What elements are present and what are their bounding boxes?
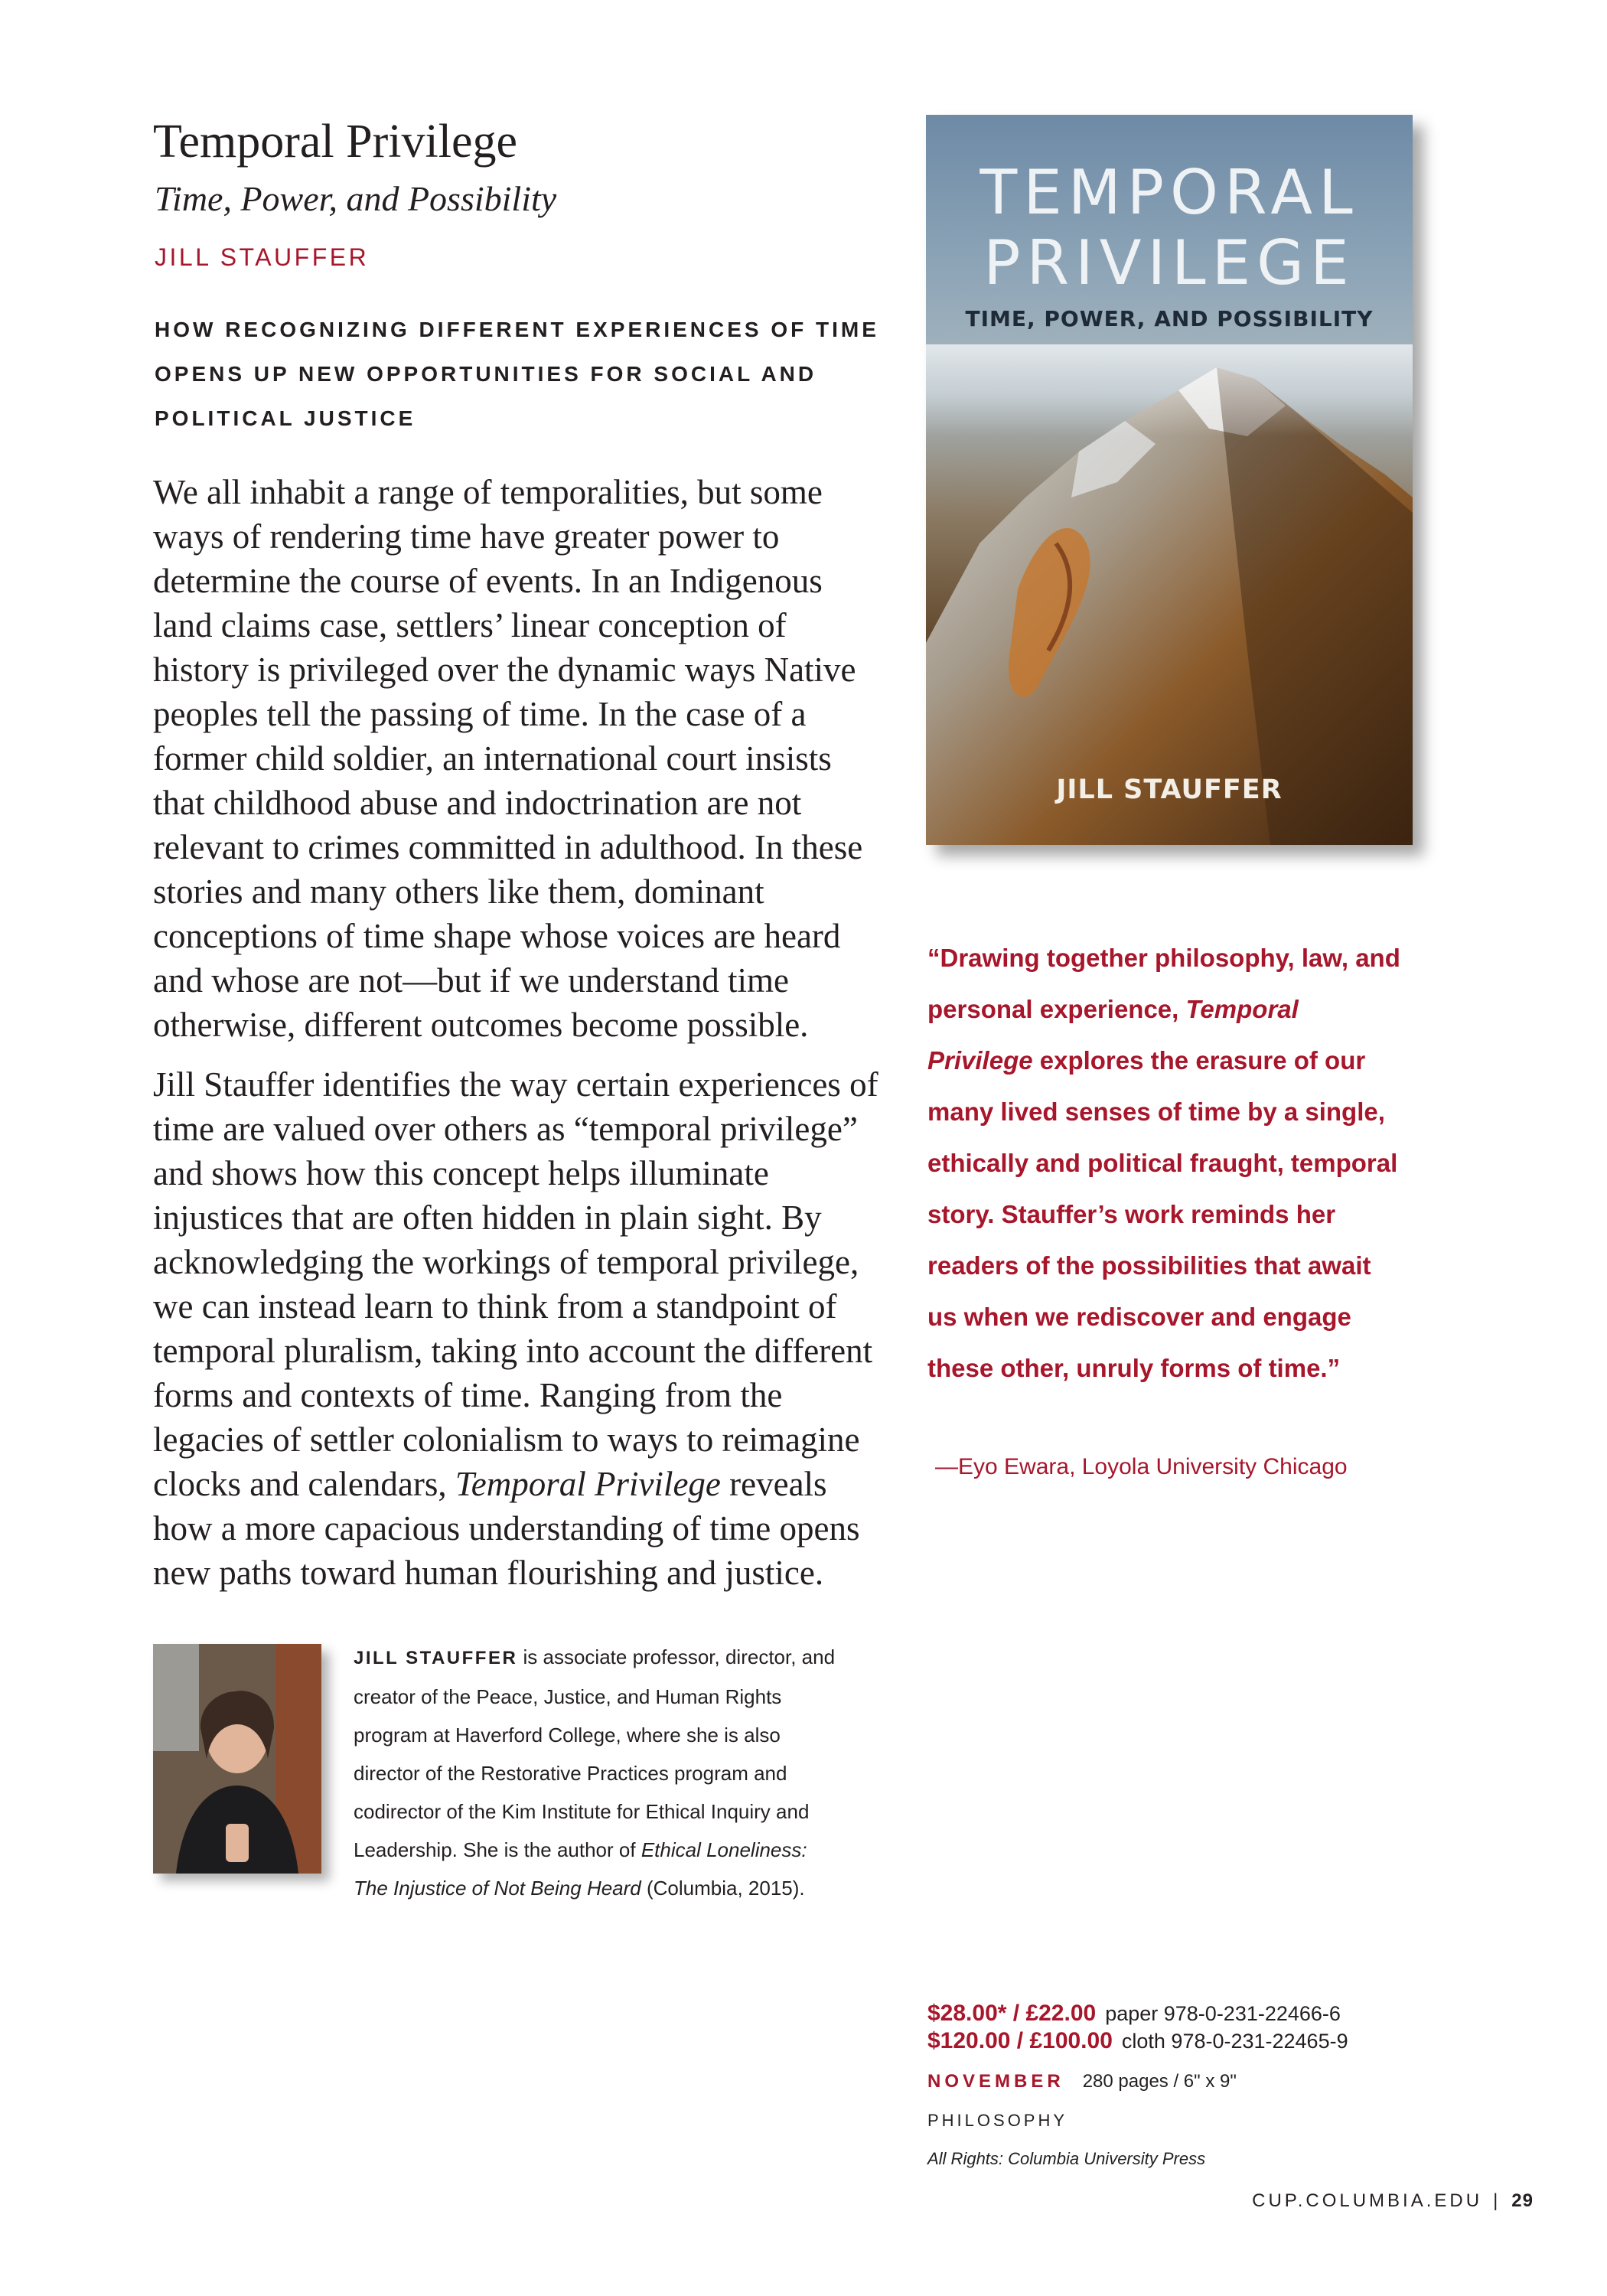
price-cloth	[927, 2028, 1348, 2054]
book-title: Temporal Privilege	[153, 116, 518, 168]
quote-text-end: explores the erasure of our many lived senses of time by a single, ethically and political fraught, temporal story. Stauffer’s work reminds her readers of the possibilities that await us when we rediscover and engage these other, unruly forms of time.”	[927, 1046, 1398, 1382]
cloth-isbn: cloth 978-0-231-22465-9	[1121, 2030, 1348, 2053]
publication-month: NOVEMBER	[927, 2071, 1064, 2092]
bio-text: is associate professor, director, and creator of the Peace, Justice, and Human Rights program at Haverford College, where she is also director of the Restorative Practices program and codirector of the Kim Institute for Ethical Inquiry and Leadership. She is the author of	[354, 1645, 836, 1861]
page-count: 280 pages / 6" x 9"	[1082, 2071, 1237, 2092]
description-text: Jill Stauffer identifies the way certain experiences of time are valued over others as “temporal privilege” and shows how this concept helps illuminate injustices that are often hidden in plain sight. By acknowledging the workings of temporal privilege, we can instead learn to think from a standpoint of temporal pluralism, taking into account the different forms and contexts of time. Ranging from the legacies of settler colonialism to ways to reimagine clocks and calendars,	[153, 1065, 878, 1503]
quote-attribution: —Eyo Ewara, Loyola University Chicago	[935, 1454, 1348, 1479]
subject-category: PHILOSOPHY	[927, 2111, 1068, 2130]
quote-text: “Drawing together philosophy, law, and personal experience,	[927, 944, 1400, 1023]
paper-isbn: paper 978-0-231-22466-6	[1105, 2002, 1341, 2025]
cover-title-line1: TEMPORAL	[980, 157, 1359, 228]
book-tagline: HOW RECOGNIZING DIFFERENT EXPERIENCES OF TIME OPENS UP NEW OPPORTUNITIES FOR SOCIAL AND POLITICAL JUSTICE	[155, 318, 879, 430]
quote-title-italic: Temporal Privilege	[927, 995, 1299, 1075]
publication-meta	[927, 2071, 1237, 2092]
cloth-price: $120.00 / £100.00	[927, 2028, 1113, 2053]
page-footer	[1252, 2190, 1534, 2212]
description-paragraph-2	[153, 1062, 888, 1595]
description-text-end: reveals how a more capacious understanding of time opens new paths toward human flourishing and justice.	[153, 1465, 860, 1592]
bio-author-name: JILL STAUFFER	[354, 1648, 518, 1668]
author-portrait-image	[153, 1644, 321, 1874]
footer-site: CUP.COLUMBIA.EDU	[1252, 2190, 1483, 2211]
author-photo	[153, 1644, 321, 1874]
book-subtitle: Time, Power, and Possibility	[155, 179, 557, 218]
description-title-italic: Temporal Privilege	[455, 1465, 721, 1503]
bio-text-end: (Columbia, 2015).	[641, 1877, 805, 1900]
price-paper	[927, 2001, 1341, 2027]
paper-price: $28.00* / £22.00	[927, 2001, 1097, 2026]
cover-title-line2: PRIVILEGE	[983, 227, 1355, 298]
cover-subtitle: TIME, POWER, AND POSSIBILITY	[965, 306, 1374, 331]
page-number: 29	[1511, 2190, 1534, 2211]
bio-book-title: Ethical Loneliness: The Injustice of Not Being Heard	[354, 1838, 807, 1900]
book-author: JILL STAUFFER	[155, 243, 370, 271]
rights-note: All Rights: Columbia University Press	[927, 2149, 1206, 2168]
review-quote	[927, 932, 1402, 1394]
author-bio	[354, 1638, 843, 1907]
footer-separator: |	[1493, 2190, 1501, 2211]
description-paragraph-1: We all inhabit a range of temporalities, but some ways of rendering time have greater power to determine the course of events. In an Indigenous land claims case, settlers’ linear conception of history is privileged over the dynamic ways Native peoples tell the passing of time. In the case of a former child soldier, an international court insists that childhood abuse and indoctrination are not relevant to crimes committed in adulthood. In these stories and many others like them, dominant conceptions of time shape whose voices are heard and whose are not—but if we understand time otherwise, different outcomes become possible.	[153, 473, 863, 1044]
cover-author: JILL STAUFFER	[1056, 775, 1283, 805]
book-cover	[926, 115, 1413, 845]
